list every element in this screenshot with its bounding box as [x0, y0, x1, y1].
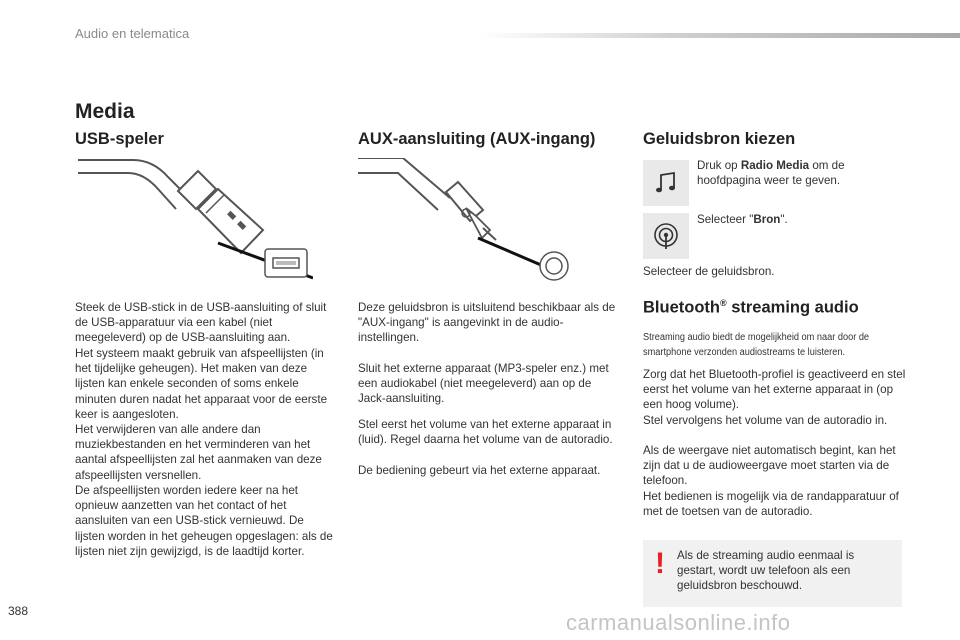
- aux-paragraph-1: Deze geluidsbron is uitsluitend beschikbaar als de "AUX-ingang" is aangevinkt in de audio-instellingen.: [358, 301, 616, 345]
- bluetooth-paragraph-4: Het bedienen is mogelijk via de randapparatuur of met de toetsen van de autoradio.: [643, 490, 899, 519]
- step-2-post: ".: [780, 213, 788, 226]
- source-heading: Geluidsbron kiezen: [643, 130, 796, 148]
- aux-paragraph-2: Sluit het externe apparaat (MP3-speler enz.) met een audiokabel (niet meegeleverd) aan op de Jack-aansluiting.: [358, 362, 609, 406]
- usb-paragraph-2: Het systeem maakt gebruik van afspeellijsten (in het tijdelijke geheugen). Het maken van deze lijsten kan enkele seconden of soms enkele minuten duren nadat het apparaat voor de eerste keer is aangesloten.: [75, 347, 328, 421]
- aux-socket-icon: [538, 250, 570, 282]
- bluetooth-paragraph-1: Zorg dat het Bluetooth-profiel is geactiveerd en stel eerst het volume van het externe apparaat in (op een hoog volume).: [643, 368, 906, 412]
- watermark: carmanualsonline.info: [566, 610, 791, 635]
- page-number: 388: [8, 604, 29, 618]
- bluetooth-paragraph-2: Stel vervolgens het volume van de autoradio in.: [643, 414, 888, 427]
- warning-icon: !: [655, 547, 665, 580]
- step-1-text: [697, 158, 887, 188]
- bluetooth-intro: Streaming audio biedt de mogelijkheid om naar door de smartphone verzonden audiostreams te luisteren.: [643, 332, 870, 358]
- aux-section: [358, 130, 623, 149]
- aux-paragraph-4: De bediening gebeurt via het externe apparaat.: [358, 464, 601, 477]
- select-source-text: Selecteer de geluidsbron.: [643, 265, 775, 278]
- usb-paragraph-3: Het verwijderen van alle andere dan muziekbestanden en het verminderen van het aantal afspeellijsten zal het aanmaken van deze afspeellijsten versnellen.: [75, 423, 322, 482]
- note-text: Als de streaming audio eenmaal is gestart, wordt uw telefoon als een geluidsbron beschouwd.: [677, 549, 855, 593]
- radio-source-icon: [643, 213, 689, 259]
- step-1-post: om de hoofdpagina weer te geven.: [697, 159, 845, 188]
- header-divider: [480, 33, 960, 38]
- radio-media-label: Radio Media: [740, 159, 810, 172]
- section-header: Audio en telematica: [75, 26, 190, 41]
- usb-section: [75, 130, 335, 149]
- usb-port-icon: [264, 248, 308, 278]
- aux-paragraph-3: Stel eerst het volume van het externe apparaat in (luid). Regel daarna het volume van de autoradio.: [358, 418, 613, 447]
- usb-paragraph-1: Steek de USB-stick in de USB-aansluiting of sluit de USB-apparatuur via een kabel (niet meegeleverd) op de USB-aansluiting aan.: [75, 301, 327, 345]
- usb-heading: USB-speler: [75, 130, 164, 148]
- music-note-icon: [643, 160, 689, 206]
- bluetooth-paragraph-3: Als de weergave niet automatisch begint, kan het zijn dat u de audioweergave moet starten via de telefoon.: [643, 444, 896, 488]
- source-section: [643, 130, 908, 149]
- bluetooth-heading-post: streaming audio: [726, 298, 859, 317]
- aux-heading: AUX-aansluiting (AUX-ingang): [358, 130, 596, 148]
- bluetooth-heading-pre: Bluetooth: [643, 298, 720, 317]
- step-2-pre: Selecteer ": [697, 213, 754, 226]
- registered-mark: ®: [719, 298, 727, 308]
- step-2-text: [697, 212, 887, 227]
- step-1-pre: Druk op: [697, 159, 741, 172]
- bron-label: Bron: [753, 213, 781, 226]
- bluetooth-heading: [643, 298, 859, 318]
- page-title: Media: [75, 100, 135, 123]
- usb-paragraph-4: De afspeellijsten worden iedere keer na het opnieuw aanzetten van het contact of het aansluiten van een USB-stick vernieuwd. De lijsten worden in het geheugen opgeslagen: als de lijsten niet zijn gewijzigd, is de laadtijd korter.: [75, 484, 333, 558]
